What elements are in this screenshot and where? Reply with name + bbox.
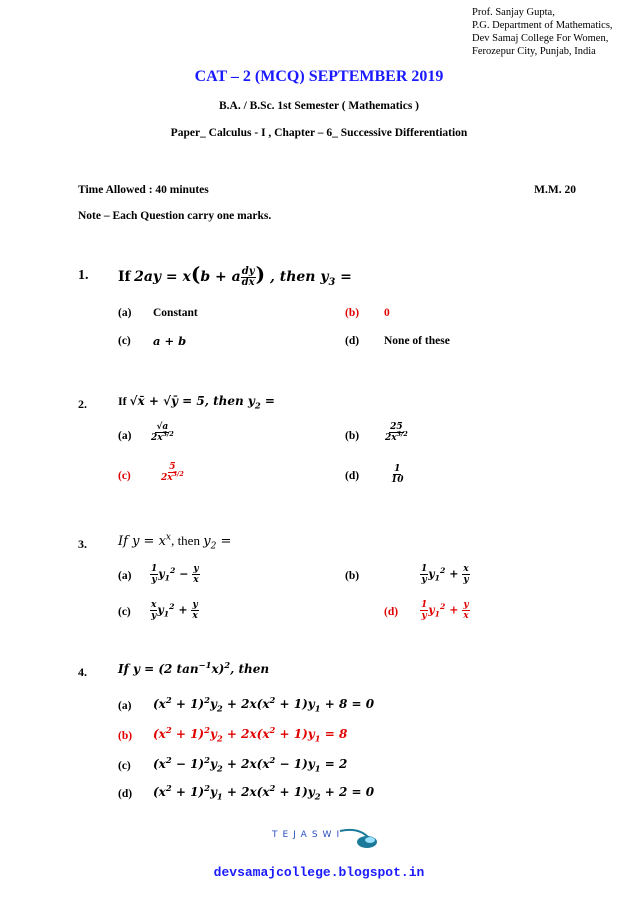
option-b-math: $(x^2 + 1)^2y_2 + 2x(x^2 + 1)y_1 = 8$	[153, 725, 348, 744]
author-line: Ferozepur City, Punjab, India	[472, 46, 596, 57]
question-number: 1.	[78, 268, 89, 283]
course-line: B.A. / B.Sc. 1st Semester ( Mathematics )	[218, 100, 420, 112]
option-label: (b)	[345, 307, 360, 319]
question-number: 4.	[78, 665, 87, 679]
paper-line: Paper_ Calculus - I , Chapter – 6_ Successive Differentiation	[170, 127, 468, 139]
author-line: P.G. Department of Mathematics,	[472, 20, 613, 31]
option-label: (c)	[118, 470, 131, 482]
option-label: (a)	[118, 700, 132, 712]
note: Note – Each Question carry one marks.	[78, 210, 272, 222]
option-text: None of these	[384, 335, 450, 347]
option-text: a + b	[153, 334, 187, 348]
option-text: 0	[384, 307, 390, 319]
option-d-math: $\frac{1}{10}$	[391, 464, 404, 485]
option-label: (c)	[118, 760, 131, 772]
question-number: 3.	[78, 537, 87, 551]
footer-url[interactable]: devsamajcollege.blogspot.in	[213, 865, 425, 880]
max-marks: M.M. 20	[534, 184, 576, 196]
author-block	[472, 6, 622, 58]
option-b-math: $\frac{1}{y}$ $y_1^2$ + $\frac{x}{y}$	[421, 564, 469, 585]
option-label: (a)	[118, 570, 132, 582]
question-2-text: If √x̄ + √ȳ = 5, then $y_2$ =	[118, 394, 275, 411]
option-label: (c)	[118, 335, 131, 347]
author-line: Dev Samaj College For Women,	[472, 33, 609, 44]
option-d-math: $(x^2 + 1)^2y_1 + 2x(x^2 + 1)y_2 + 2 = 0$	[153, 783, 375, 802]
option-c-math: $\frac{x}{y}$ $y_1^2$ + $\frac{y}{x}$	[151, 600, 198, 621]
tejaswi-logo	[270, 815, 380, 855]
option-a-math: $\frac{1}{y}$ $y_1^2$ − $\frac{y}{x}$	[151, 564, 199, 585]
time-allowed: Time Allowed : 40 minutes	[78, 184, 209, 196]
option-label: (b)	[345, 430, 360, 442]
logo-graphic	[270, 815, 380, 855]
option-label: (a)	[118, 430, 132, 442]
author-line: Prof. Sanjay Gupta,	[472, 7, 555, 18]
page-title: CAT – 2 (MCQ) SEPTEMBER 2019	[194, 68, 444, 85]
option-a-math: $\frac{√a}{2x^{3/2}}$	[151, 422, 174, 443]
option-label: (b)	[118, 730, 133, 742]
option-label: (d)	[345, 470, 360, 482]
option-c-math: $(x^2 - 1)^2y_2 + 2x(x^2 - 1)y_1 = 2$	[153, 755, 348, 774]
question-3-text: If $y = x^x$, then $y_2$ =	[118, 532, 232, 552]
option-b-math: $\frac{25}{2x^{3/2}}$	[385, 422, 408, 443]
question-4-text: If y = (2 $\tan^{-1}x)^2$, then	[118, 660, 270, 676]
svg-text:TEJASWI: TEJASWI	[272, 830, 345, 840]
option-label: (a)	[118, 307, 132, 319]
option-label: (d)	[118, 788, 133, 800]
option-c-math: $\frac{5}{2x^{3/2}}$	[161, 462, 184, 483]
option-a-math: $(x^2 + 1)^2y_2 + 2x(x^2 + 1)y_1 + 8 = 0$	[153, 695, 375, 714]
option-text: Constant	[153, 307, 198, 319]
question-number: 2.	[78, 397, 87, 411]
option-d-math: $\frac{1}{y}$ $y_1^2$ + $\frac{y}{x}$	[421, 600, 469, 621]
question-1-text: If 2ay = x(b + a $\frac{dy}{dx}$ ) , then $y_3$ =	[118, 262, 352, 289]
option-label: (b)	[345, 570, 360, 582]
option-label: (d)	[384, 606, 399, 618]
option-label: (d)	[345, 335, 360, 347]
option-label: (c)	[118, 606, 131, 618]
